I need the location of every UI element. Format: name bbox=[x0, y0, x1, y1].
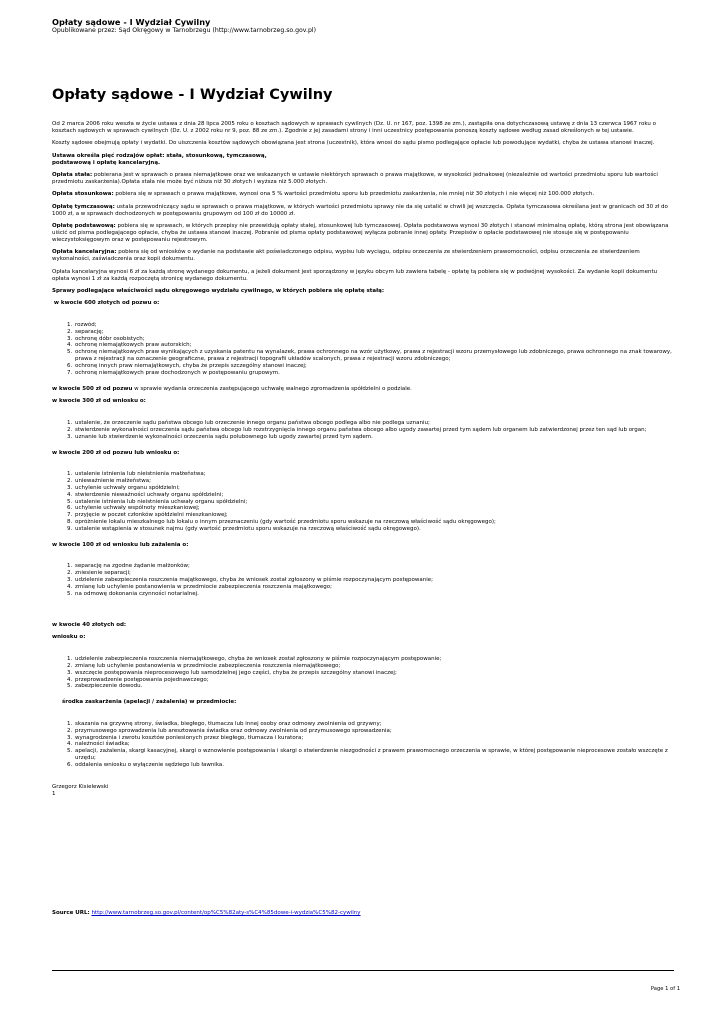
list-item: 2. unieważnienie małżeństwa; bbox=[74, 478, 674, 485]
s40-heading: w kwocie 40 złotych od: bbox=[52, 622, 127, 628]
fee-fixed-text: pobierana jest w sprawach o prawa niemajątkowe oraz we wskazanych w ustawie niektórych sprawach o prawa majątkowe, w wysokości jednakowej (niezależnie od wartości przedmiotu sporu lub wartości przedmiotu zaskarżenia).Opłata stała nie może być niższa niż 30 złotych i wyższa niż 5.000 złotych. bbox=[52, 172, 658, 185]
s500-paragraph bbox=[52, 386, 674, 393]
intro-paragraph-1: Od 2 marca 2006 roku weszła w życie ustawa z dnia 28 lipca 2005 roku o kosztach sądowych w sprawach cywilnych (Dz. U. nr 167, poz. 1398 ze zm.), zastąpiła ona dotychczasową ustawę z dnia 13 czerwca 1967 roku o kosztach sądowych w sprawach cywilnych (Dz. U. z 2002 roku nr 9, poz. 88 ze zm.). Zgodnie z jej zasadami strony i inni uczestnicy postępowania ponoszą koszty sądowe według zasad określonych w tej ustawie. bbox=[52, 121, 656, 134]
list-item: 1. udzielenie zabezpieczenia roszczenia niemajątkowego, chyba że wniosek został zgłoszony w piśmie rozpoczynającym postępowanie; bbox=[74, 656, 674, 663]
source-link[interactable]: http://www.tarnobrzeg.so.gov.pl/content/op%C5%82aty-s%C4%85dowe-i-wydzia%C5%82-cywilny bbox=[91, 910, 361, 916]
s500-text: w sprawie wydania orzeczenia zastępującego uchwałę walnego zgromadzenia spółdzielni o podziale. bbox=[132, 385, 412, 392]
fee-proportional bbox=[52, 191, 674, 198]
s600-heading: w kwocie 600 złotych od pozwu o: bbox=[52, 300, 160, 307]
fee-proportional-text: pobiera się w sprawach o prawa majątkowe, wynosi ona 5 % wartości przedmiotu sporu lub przedmiotu zaskarżenia, nie mniej niż 30 złotych i nie więcej niż 100.000 złotych. bbox=[113, 191, 595, 198]
fee-basic-text: pobiera się w sprawach, w których przepisy nie przewidują opłaty stałej, stosunkowej lub tymczasowej. Opłata podstawowa wynosi 30 złotych i stanowi minimalną opłatę, którą strona jest obowiązana uiścić od pisma podlegającego opłacie, chyba że ustawa stanowi inaczej. Pobranie od pisma opłaty podstawowej wyłącza pobranie innej opłaty. Przepisów o opłacie podstawowej nie stosuje się w postępowaniu wieczystoksięgowym oraz w postępowaniu rejestrowym. bbox=[52, 223, 669, 243]
list-item: 1. separację na zgodne żądanie małżonków; bbox=[74, 563, 674, 570]
list-item: 6. ochronę innych praw niemajątkowych, chyba że przepis szczególny stanowi inaczej; bbox=[74, 363, 674, 370]
list-item: 1. rozwód; bbox=[74, 322, 674, 329]
s200-heading: w kwocie 200 zł od pozwu lub wniosku o: bbox=[52, 449, 180, 456]
fee-types-heading bbox=[52, 153, 674, 167]
fee-proportional-term: Opłata stosunkowa: bbox=[52, 191, 114, 198]
list-item: 7. przyjęcie w poczet członków spółdzielni mieszkaniowej; bbox=[74, 512, 674, 519]
s100-list bbox=[52, 563, 674, 598]
intro-paragraph-2: Koszty sądowe obejmują opłaty i wydatki. Do uiszczenia kosztów sądowych obowiązana jest strona (uczestnik), która wnosi do sądu pismo podlegające opłacie lub powodujące wydatki, chyba że ustawa stanowi inaczej. bbox=[52, 140, 655, 147]
list-item: 1. skazania na grzywnę strony, świadka, biegłego, tłumacza lub innej osoby oraz odmowy zwolnienia od grzywny; bbox=[74, 721, 674, 728]
appeal-list bbox=[52, 721, 674, 769]
list-item: 2. zniesienie separacji; bbox=[74, 570, 674, 577]
fee-fixed-term: Opłata stała: bbox=[52, 172, 93, 179]
list-item: 4. należności świadka; bbox=[74, 741, 674, 748]
s300-heading: w kwocie 300 zł od wniosku o: bbox=[52, 398, 146, 405]
signature-number: 1 bbox=[52, 791, 56, 797]
s600-list bbox=[52, 322, 674, 377]
list-item: 4. stwierdzenie nieważności uchwały organu spółdzielni; bbox=[74, 492, 674, 499]
list-item: 4. zmianę lub uchylenie postanowienia w przedmiocie zabezpieczenia roszczenia majątkowego; bbox=[74, 584, 674, 591]
list-item: 1. ustalenie, że orzeczenie sądu państwa obcego lub orzeczenie innego organu państwa obcego podlega albo nie podlega uznaniu; bbox=[74, 420, 674, 427]
footer-divider bbox=[52, 970, 674, 971]
page-number: Page 1 of 1 bbox=[650, 986, 680, 992]
fee-types-heading-line2: podstawową i opłatę kancelaryjną. bbox=[52, 159, 161, 166]
fee-temporary bbox=[52, 204, 674, 218]
list-item: 4. przeprowadzenie postępowania pojednawczego; bbox=[74, 677, 674, 684]
fee-basic bbox=[52, 223, 674, 244]
list-item: 3. udzielenie zabezpieczenia roszczenia majątkowego, chyba że wniosek został zgłoszony w piśmie rozpoczynającym postępowanie; bbox=[74, 577, 674, 584]
list-item: 5. ustalenie istnienia lub nieistnienia uchwały organu spółdzielni; bbox=[74, 499, 674, 506]
list-item: 3. wynagrodzenia i zwrotu kosztów poniesionych przez biegłego, tłumacza i kuratora; bbox=[74, 735, 674, 742]
list-item: 2. zmianę lub uchylenie postanowienia w przedmiocie zabezpieczenia roszczenia niemajątkowego; bbox=[74, 663, 674, 670]
s500-term: w kwocie 500 zł od pozwu bbox=[52, 385, 133, 392]
list-item: 5. apelacji, zażalenia, skargi kasacyjnej, skargi o wznowienie postępowania i skargi o stwierdzenie niezgodności z prawem prawomocnego orzeczenia w sprawie, w której postępowanie nieprocesowe zostało wszczęte z urzędu; bbox=[74, 748, 674, 762]
fee-temporary-text: ustala przewodniczący sądu w sprawach o prawa majątkowe, w których wartości przedmiotu sprawy nie da się ustalić w chwili jej wszczęcia. Opłata tymczasowa określana jest w granicach od 30 zł do 1000 zł, a w sprawach dochodzonych w postępowaniu grupowym od 100 zł do 10000 zł. bbox=[52, 203, 668, 217]
header-subtitle: Opublikowane przez: Sąd Okręgowy w Tarnobrzegu (http://www.tarnobrzeg.so.gov.pl) bbox=[52, 27, 316, 34]
list-item: 2. przymusowego sprowadzenia lub aresztowania świadka oraz odmowy zwolnienia od przymusowego sprowadzenia; bbox=[74, 728, 674, 735]
list-item: 3. uznanie lub stwierdzenie wykonalności orzeczenia sądu polubownego lub ugody zawartej przed tym sądem. bbox=[74, 434, 674, 441]
list-item: 2. separację; bbox=[74, 329, 674, 336]
list-item: 6. uchylenie uchwały wspólnoty mieszkaniowej; bbox=[74, 505, 674, 512]
list-item: 3. wszczęcie postępowania nieprocesowego lub samodzielnej jego części, chyba że przepis szczególny stanowi inaczej; bbox=[74, 670, 674, 677]
fee-chancery-text: pobiera się od wniosków o wydanie na podstawie akt poświadczonego odpisu, wypisu lub wyciągu, odpisu orzeczenia ze stwierdzeniem prawomocności, odpisu orzeczenia ze stwierdzeniem wykonalności, zaświadczenia oraz kopii dokumentu. bbox=[52, 249, 640, 263]
list-item: 3. ochronę dóbr osobistych; bbox=[74, 336, 674, 343]
list-item: 2. stwierdzenie wykonalności orzeczenia sądu państwa obcego lub rozstrzygnięcia innego organu państwa obcego albo ugody zawartej przed tym sądem lub organem lub zatwierdzonej przez ten sąd lub organ; bbox=[74, 427, 674, 434]
list-item: 7. ochronę niemajątkowych praw dochodzonych w postępowaniu grupowym. bbox=[74, 370, 674, 377]
list-item: 5. na odmowę dokonania czynności notarialnej. bbox=[74, 591, 674, 598]
list-item: 3. uchylenie uchwały organu spółdzielni; bbox=[74, 485, 674, 492]
list-item: 1. ustalenie istnienia lub nieistnienia małżeństwa; bbox=[74, 471, 674, 478]
cases-heading: Sprawy podlegające właściwości sądu okręgowego wydziału cywilnego, w których pobiera się opłatę stałą: bbox=[52, 287, 385, 294]
chancery-note: Opłata kancelaryjna wynosi 6 zł za każdą stronę wydanego dokumentu, a jeżeli dokument jest sporządzony w języku obcym lub zawiera tabelę - opłatę tą pobiera się w podwójnej wysokości. Za wydanie kopii dokumentu opłata wynosi 1 zł za każdą rozpoczętą stronicę wydanego dokumentu. bbox=[52, 268, 658, 282]
list-item: 5. zabezpieczenie dowodu. bbox=[74, 683, 674, 690]
fee-chancery bbox=[52, 249, 674, 263]
s300-list bbox=[52, 420, 674, 441]
source-url bbox=[52, 910, 361, 917]
fee-temporary-term: Opłatę tymczasową: bbox=[52, 203, 115, 210]
s40-list bbox=[52, 656, 674, 691]
list-item: 8. opróżnienie lokalu mieszkalnego lub lokalu o innym przeznaczeniu (gdy wartość przedmiotu sporu wskazuje na rzeczową właściwość sądu okręgowego); bbox=[74, 519, 674, 526]
fee-chancery-term: Opłata kancelaryjna: bbox=[52, 249, 117, 256]
document-body bbox=[52, 121, 674, 798]
list-item: 6. oddalenia wniosku o wyłączenie sędziego lub ławnika. bbox=[74, 762, 674, 769]
list-item: 5. ochronę niemajątkowych praw wynikających z uzyskania patentu na wynalazek, prawa ochronnego na wzór użytkowy, prawa z rejestracji wzoru przemysłowego lub zdobniczego, prawa ochronnego na znak towarowy, prawa z rejestracji na oznaczenie geograficzne, prawa z rejestracji topografii układów scalonych, prawa z rejestracji wzoru zdobniczego; bbox=[74, 349, 674, 363]
list-item: 9. ustalenie wstąpienia w stosunek najmu (gdy wartość przedmiotu sporu wskazuje na rzeczową właściwość sądu okręgowego). bbox=[74, 526, 674, 533]
page-title: Opłaty sądowe - I Wydział Cywilny bbox=[52, 87, 333, 103]
signature-name: Grzegorz Kisielewski bbox=[52, 784, 109, 791]
header-title: Opłaty sądowe - I Wydział Cywilny bbox=[52, 17, 211, 27]
s200-list bbox=[52, 471, 674, 533]
fee-basic-term: Opłatę podstawową: bbox=[52, 223, 116, 230]
fee-fixed bbox=[52, 172, 674, 186]
s100-heading: w kwocie 100 zł od wniosku lub zażalenia o: bbox=[52, 542, 189, 549]
list-item: 4. ochronę niemajątkowych praw autorskich; bbox=[74, 342, 674, 349]
fee-types-heading-line1: Ustawa określa pięć rodzajów opłat: stała, stosunkową, tymczasową, bbox=[52, 152, 267, 159]
appeal-heading: środka zaskarżenia (apelacji / zażalenia) w przedmiocie: bbox=[62, 699, 237, 706]
s40-subheading: wniosku o: bbox=[52, 634, 86, 641]
source-label: Source URL: bbox=[52, 910, 90, 916]
